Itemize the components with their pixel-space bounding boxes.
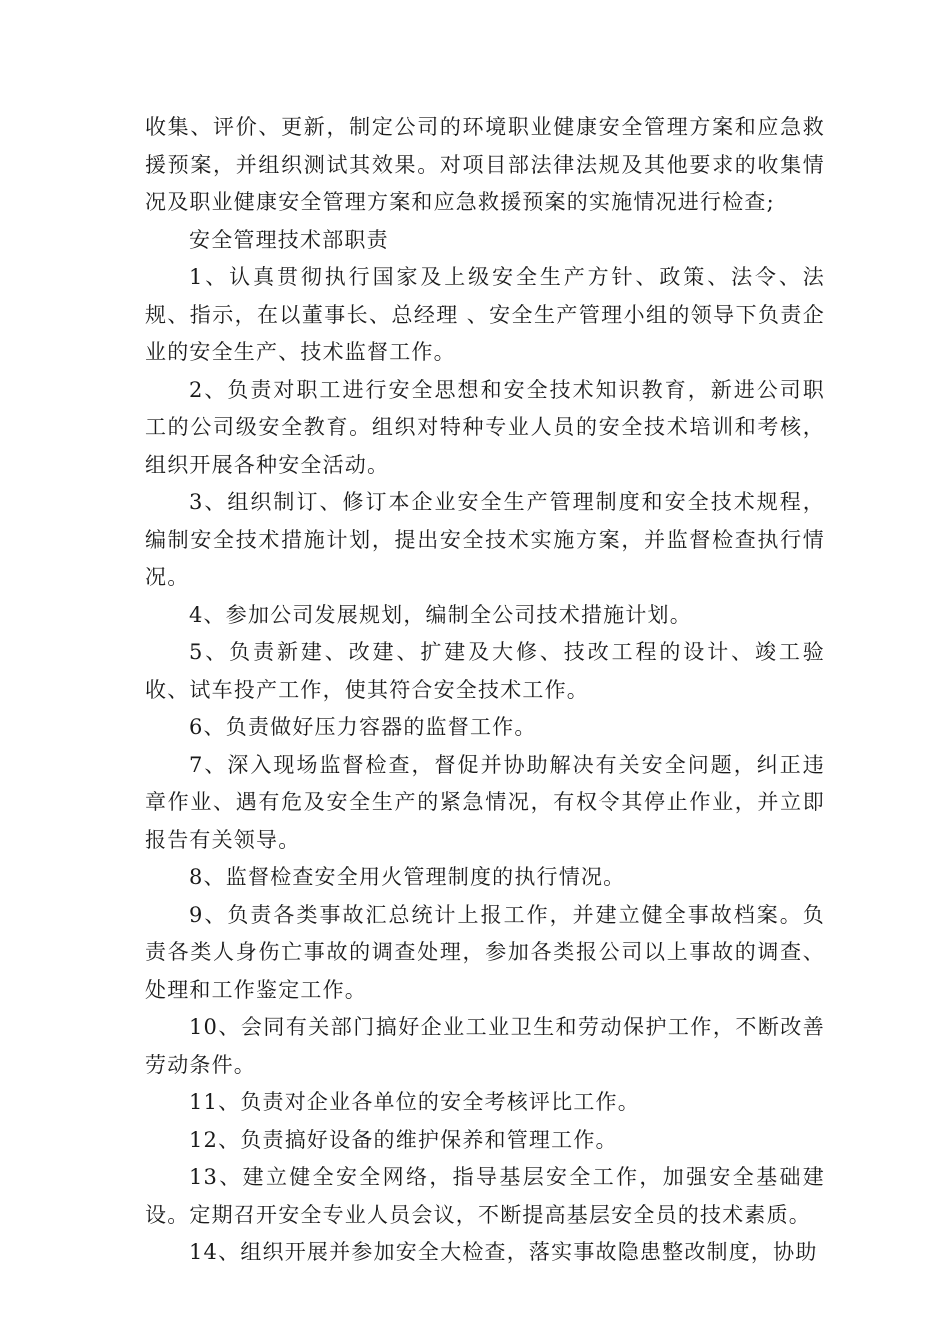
paragraph: 13、建立健全安全网络，指导基层安全工作，加强安全基础建设。定期召开安全专业人员会议，不断提高基层安全员的技术素质。 (145, 1165, 825, 1227)
paragraph: 2、负责对职工进行安全思想和安全技术知识教育，新进公司职工的公司级安全教育。组织对特种专业人员的安全技术培训和考核，组织开展各种安全活动。 (145, 377, 825, 477)
paragraph: 11、负责对企业各单位的安全考核评比工作。 (189, 1090, 640, 1114)
paragraph: 7、深入现场监督检查，督促并协助解决有关安全问题，纠正违章作业、遇有危及安全生产的紧急情况，有权令其停止作业，并立即报告有关领导。 (145, 752, 825, 852)
section-heading: 安全管理技术部职责 (189, 227, 389, 252)
document-body (145, 109, 825, 1272)
paragraph: 14、组织开展并参加安全大检查，落实事故隐患整改制度，协助 (189, 1240, 818, 1264)
paragraph: 9、负责各类事故汇总统计上报工作，并建立健全事故档案。负责各类人身伤亡事故的调查处理，参加各类报公司以上事故的调查、处理和工作鉴定工作。 (145, 902, 825, 1002)
paragraph: 4、参加公司发展规划，编制全公司技术措施计划。 (189, 602, 692, 627)
paragraph: 5、负责新建、改建、扩建及大修、技改工程的设计、竣工验收、试车投产工作，使其符合安全技术工作。 (145, 640, 825, 702)
paragraph: 12、负责搞好设备的维护保养和管理工作。 (189, 1127, 618, 1152)
paragraph: 10、会同有关部门搞好企业工业卫生和劳动保护工作，不断改善劳动条件。 (145, 1015, 825, 1077)
paragraph: 8、监督检查安全用火管理制度的执行情况。 (189, 865, 626, 889)
paragraph: 收集、评价、更新，制定公司的环境职业健康安全管理方案和应急救援预案，并组织测试其效果。对项目部法律法规及其他要求的收集情况及职业健康安全管理方案和应急救援预案的实施情况进行检查; (145, 115, 825, 214)
paragraph: 6、负责做好压力容器的监督工作。 (189, 715, 537, 739)
paragraph: 3、组织制订、修订本企业安全生产管理制度和安全技术规程，编制安全技术措施计划，提出安全技术实施方案，并监督检查执行情况。 (145, 490, 825, 589)
paragraph: 1、认真贯彻执行国家及上级安全生产方针、政策、法令、法规、指示，在以董事长、总经理 、安全生产管理小组的领导下负责企业的安全生产、技术监督工作。 (145, 265, 825, 364)
